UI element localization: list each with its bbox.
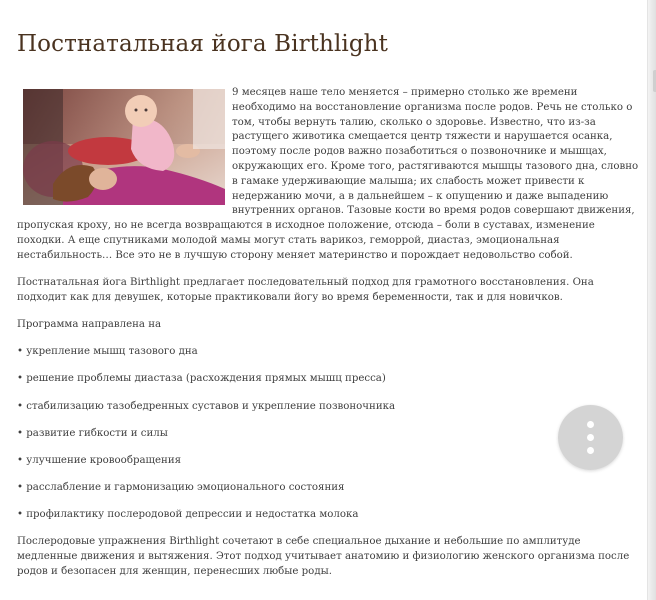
list-item: • улучшение кровообращения <box>17 454 182 466</box>
page-title: Постнатальная йога Birthlight <box>17 31 388 57</box>
list-item: • расслабление и гармонизацию эмоционального состояния <box>17 482 345 494</box>
dot <box>587 434 594 441</box>
list-item: • стабилизацию тазобедренных суставов и укрепление позвоночника <box>17 400 396 412</box>
article-body <box>17 86 640 580</box>
list-item: • укрепление мышц тазового дна <box>17 346 198 358</box>
photo-illustration <box>23 89 225 205</box>
list-item: • развитие гибкости и силы <box>17 427 168 439</box>
scrollbar-rail[interactable] <box>647 0 656 600</box>
approach-paragraph: Постнатальная йога Birthlight предлагает последовательный подход для грамотного восстановления. Она подходит как для девушек, которые практиковали йогу во время беременности, так и для новичков. <box>17 276 594 303</box>
dot <box>587 447 594 454</box>
mother-baby-photo-icon <box>23 89 225 205</box>
more-options-button[interactable] <box>558 405 623 470</box>
program-intro: Программа направлена на <box>17 318 162 330</box>
intro-paragraph: 9 месяцев наше тело меняется – примерно столько же времени необходимо на восстановление организма после родов. Речь не столько о том, чтобы вернуть талию, сколько о здоровье. Известно, что из-за растущего животика смещается центр тяжести и нарушается осанка, поэтому после родов важно позаботиться о позвоночнике и мышцах, окружающих его. Кроме того, растягиваются мышцы тазового дна, словно в гамаке удерживающие малыша; их слабость может привести к недержанию мочи, а в дальнейшем – к опущению и даже выпадению внутренних органов. Тазовые кости во время родов совершают движения, пропуская кроху, но не всегда возвращаются в исходное положение, отсюда – боли в суставах, изменение походки. А еще спутниками молодой мамы могут стать варикоз, геморрой, диастаз, эмоциональная нестабильность… Все это не в лучшую сторону меняет материнство и порождает недовольство собой. <box>17 87 639 261</box>
dot <box>587 421 594 428</box>
list-item: • профилактику послеродовой депрессии и недостатка молока <box>17 509 359 521</box>
closing-paragraph: Послеродовые упражнения Birthlight сочетают в себе специальное дыхание и небольшие по амплитуде медленные движения и вытяжения. Этот подход учитывает анатомию и физиологию женского организма после родов и безопасен для женщин, перенесших любые роды. <box>17 536 630 578</box>
list-item: • решение проблемы диастаза (расхождения прямых мышц пресса) <box>17 373 386 385</box>
